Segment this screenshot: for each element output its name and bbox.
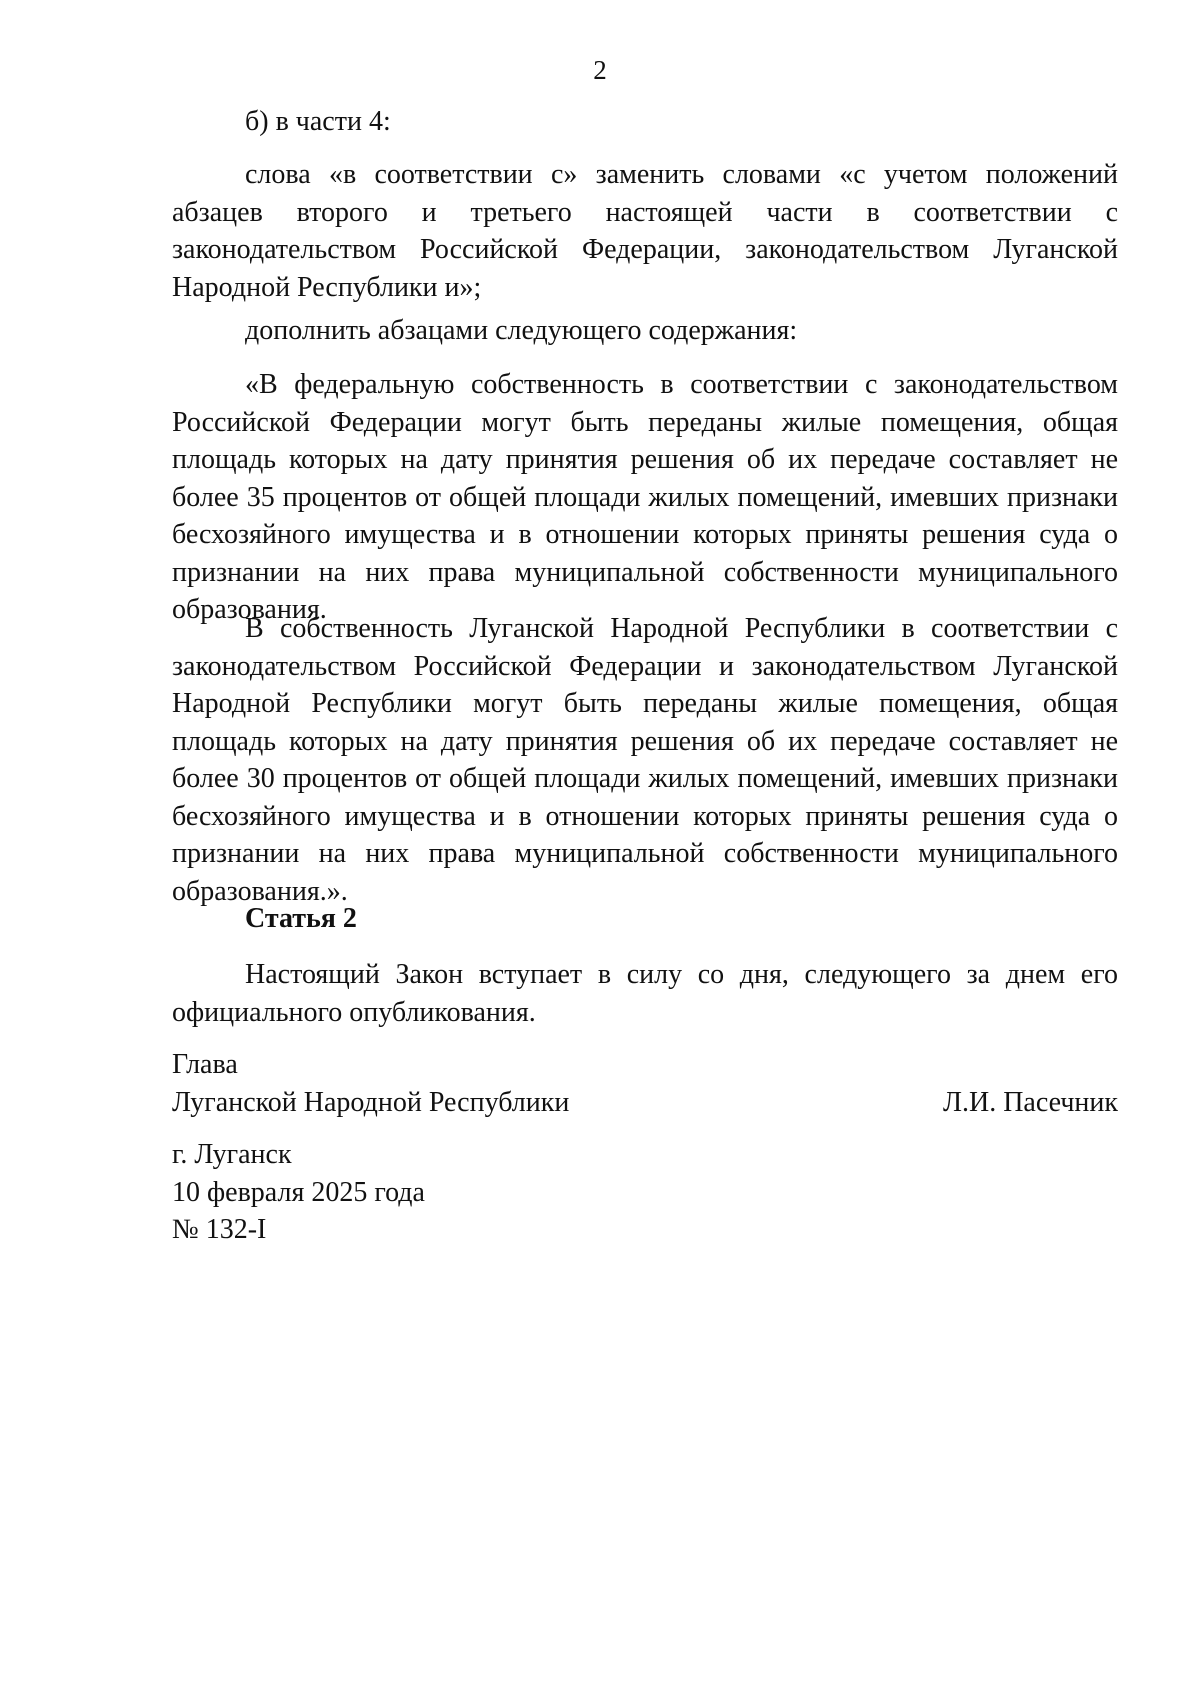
footer-date: 10 февраля 2025 года [172, 1176, 425, 1208]
supplement-intro-paragraph [172, 312, 1118, 350]
replace-words-paragraph [172, 156, 1118, 306]
item-b-heading [172, 103, 1118, 141]
article-2-text: Настоящий Закон вступает в силу со дня, следующего за днем его официального опубликования. [172, 959, 1118, 1028]
page-number: 2 [593, 55, 607, 85]
signatory-title-line-2: Луганской Народной Республики [172, 1086, 570, 1118]
article-2-heading: Статья 2 [245, 903, 357, 934]
signature-block [172, 1046, 1118, 1126]
article-2-paragraph [172, 956, 1118, 1031]
republic-ownership-text: В собственность Луганской Народной Республики в соответствии с законодательством Российской Федерации и законодательством Луганской Народной Республики могут быть переданы жилые помещения, общая площадь которых на дату принятия решения об их передаче составляет не более 30 процентов от общей площади жилых помещений, имевших признаки бесхозяйного имущества и в отношении которых приняты решения суда о признании на них права муниципальной собственности муниципального образования.». [172, 613, 1118, 907]
item-b-text: б) в части 4: [245, 106, 391, 137]
signatory-title-line-1: Глава [172, 1049, 238, 1080]
footer-block [172, 1136, 1118, 1249]
footer-city: г. Луганск [172, 1139, 292, 1170]
federal-ownership-paragraph [172, 366, 1118, 629]
footer-number: № 132-I [172, 1214, 267, 1245]
replace-words-text: слова «в соответствии с» заменить словами «с учетом положений абзацев второго и третьего настоящей части в соответствии с законодательством Российской Федерации, законодательством Луганской Народной Республики и»; [172, 159, 1118, 303]
federal-ownership-text: «В федеральную собственность в соответствии с законодательством Российской Федерации могут быть переданы жилые помещения, общая площадь которых на дату принятия решения об их передаче составляет не более 35 процентов от общей площади жилых помещений, имевших признаки бесхозяйного имущества и в отношении которых приняты решения суда о признании на них права муниципальной собственности муниципального образования. [172, 369, 1118, 625]
article-2-heading-block [172, 900, 1118, 938]
signatory-name: Л.И. Пасечник [942, 1086, 1118, 1118]
republic-ownership-paragraph [172, 610, 1118, 910]
signatory-title [172, 1046, 569, 1121]
supplement-intro-text: дополнить абзацами следующего содержания: [245, 315, 798, 346]
